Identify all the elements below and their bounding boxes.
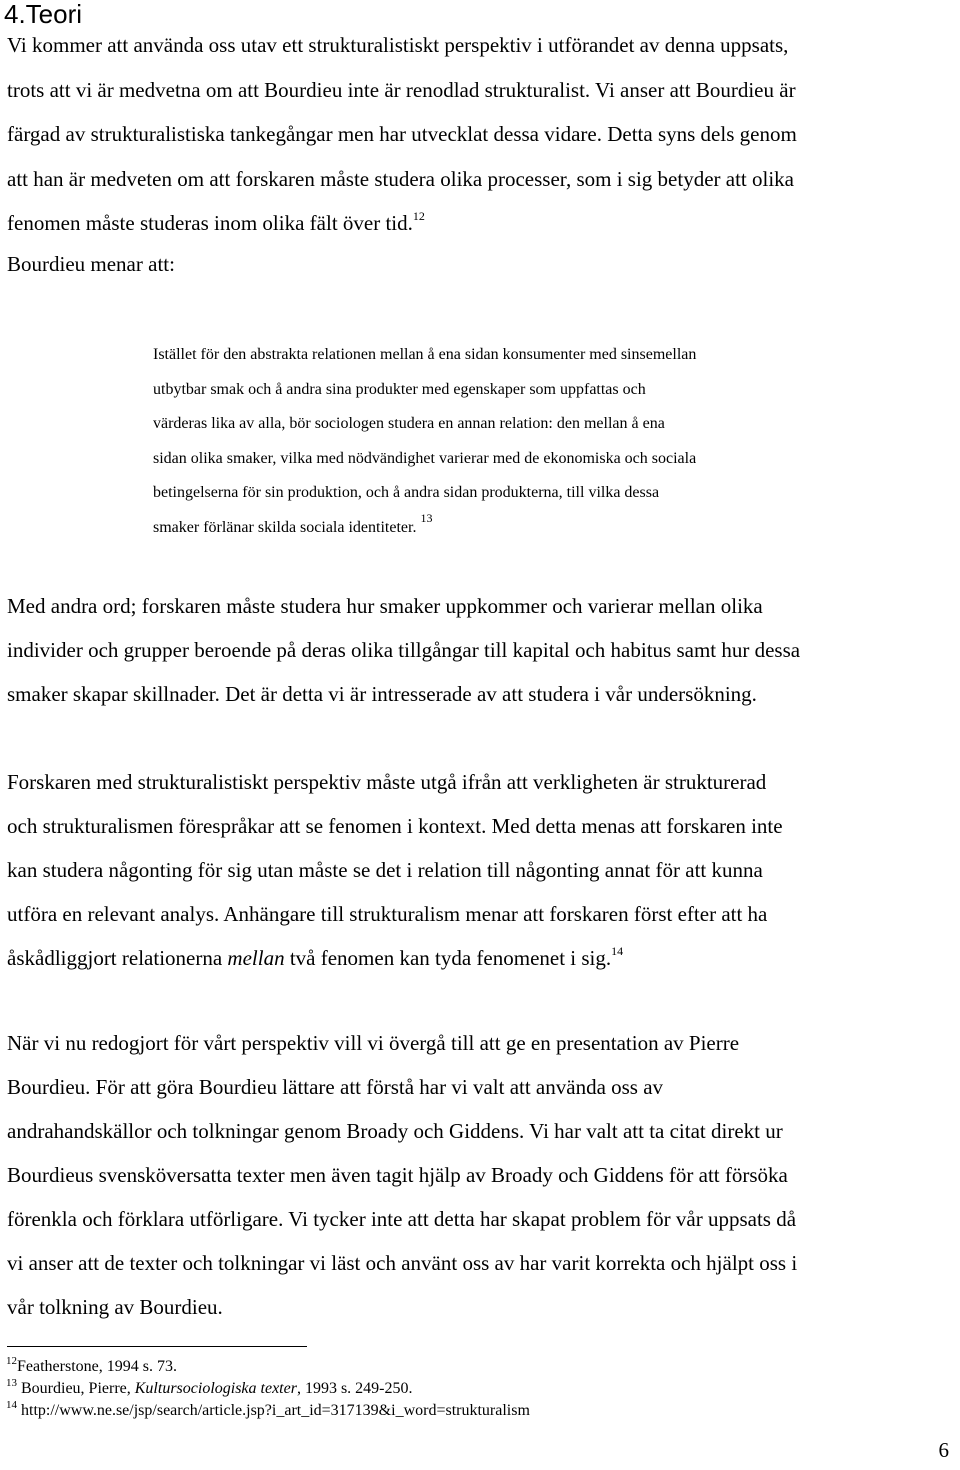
footnote-text: , 1993 s. 249-250.	[296, 1380, 413, 1397]
footnote-14	[6, 1400, 530, 1422]
paragraph-line: Bourdieus svensköversatta texter men även tagit hjälp av Broady och Giddens för att försöka	[7, 1163, 788, 1187]
footnote-ref-13[interactable]: 13	[420, 510, 433, 525]
quote-line	[153, 511, 853, 546]
quote-line-text: smaker förlänar skilda sociala identiteter.	[153, 518, 417, 536]
quote-line: värderas lika av alla, bör sociologen studera en annan relation: den mellan å ena	[153, 415, 665, 433]
quote-line: utbytbar smak och å andra sina produkter med egenskaper som uppfattas och	[153, 380, 646, 398]
paragraph-4	[7, 1021, 957, 1329]
section-heading: 4.Teori	[4, 0, 83, 29]
paragraph-line: smaker skapar skillnader. Det är detta vi är intresserade av att studera i vår undersökning.	[7, 682, 757, 706]
emphasized-word: mellan	[227, 946, 285, 970]
paragraph-line: andrahandskällor och tolkningar genom Broady och Giddens. Vi har valt att ta citat direkt ur	[7, 1119, 783, 1143]
paragraph-line-text: två fenomen kan tyda fenomenet i sig.	[284, 946, 612, 970]
footnote-text: Featherstone, 1994 s. 73.	[17, 1358, 177, 1375]
footnote-book-title: Kultursociologiska texter	[134, 1380, 297, 1397]
quote-line: betingelserna för sin produktion, och å andra sidan produkterna, till vilka dessa	[153, 484, 660, 502]
page-number: 6	[938, 1438, 949, 1462]
paragraph-line	[7, 936, 957, 980]
footnote-12	[6, 1356, 530, 1378]
paragraph-line: När vi nu redogjort för vårt perspektiv vill vi övergå till att ge en presentation av Pierre	[7, 1031, 740, 1055]
paragraph-line-text: fenomen måste studeras inom olika fält över tid.	[7, 211, 413, 235]
paragraph-line: Med andra ord; forskaren måste studera hur smaker uppkommer och varierar mellan olika	[7, 594, 763, 618]
paragraph-line: Bourdieu. För att göra Bourdieu lättare att förstå har vi valt att använda oss av	[7, 1075, 664, 1099]
paragraph-line: individer och grupper beroende på deras olika tillgångar till kapital och habitus samt hur dessa	[7, 638, 801, 662]
footnote-ref-12[interactable]: 12	[412, 209, 425, 223]
paragraph-line: att han är medveten om att forskaren måste studera olika processer, som i sig betyder att olika	[7, 166, 794, 191]
paragraph-line: vår tolkning av Bourdieu.	[7, 1295, 223, 1319]
paragraph-line: trots att vi är medvetna om att Bourdieu inte är renodlad strukturalist. Vi anser att Bourdieu är	[7, 77, 796, 102]
footnote-divider	[7, 1346, 307, 1347]
paragraph-line: Vi kommer att använda oss utav ett strukturalistiskt perspektiv i utförandet av denna uppsats,	[7, 33, 789, 57]
paragraph-3	[7, 760, 957, 980]
quote-line: sidan olika smaker, vilka med nödvändighet varierar med de ekonomiska och sociala	[153, 449, 697, 467]
footnote-number: 12	[6, 1355, 17, 1367]
footnote-13	[6, 1378, 530, 1400]
paragraph-line: förenkla och förklara utförligare. Vi tycker inte att detta har skapat problem för vår uppsats då	[7, 1207, 797, 1231]
quote-line: Istället för den abstrakta relationen mellan å ena sidan konsumenter med sinsemellan	[153, 346, 697, 363]
paragraph-line: Forskaren med strukturalistiskt perspektiv måste utgå ifrån att verkligheten är strukturerad	[7, 770, 767, 794]
footnotes	[6, 1356, 530, 1422]
paragraph-line: kan studera någonting för sig utan måste se det i relation till någonting annat för att kunna	[7, 858, 763, 882]
quote-lead-in: Bourdieu menar att:	[7, 251, 175, 276]
paragraph-line: utföra en relevant analys. Anhängare till strukturalism menar att forskaren först efter att ha	[7, 902, 768, 926]
paragraph-line: och strukturalismen förespråkar att se fenomen i kontext. Med detta menas att forskaren inte	[7, 814, 783, 838]
footnote-number: 13	[6, 1377, 17, 1389]
footnote-text: Bourdieu, Pierre,	[21, 1380, 135, 1397]
block-quote	[153, 338, 853, 546]
paragraph-line: vi anser att de texter och tolkningar vi läst och använt oss av har varit korrekta och hjälpt oss i	[7, 1251, 798, 1275]
footnote-link[interactable]: http://www.ne.se/jsp/search/article.jsp?i_art_id=317139&i_word=strukturalism	[21, 1402, 530, 1419]
paragraph-line: färgad av strukturalistiska tankegångar men har utvecklat dessa vidare. Detta syns dels genom	[7, 122, 797, 146]
paragraph-1	[7, 23, 957, 286]
paragraph-line	[7, 201, 957, 246]
footnote-ref-14[interactable]: 14	[611, 944, 624, 958]
paragraph-2	[7, 584, 957, 716]
paragraph-line-text: åskådliggjort relationerna	[7, 946, 228, 970]
footnote-number: 14	[6, 1399, 17, 1411]
